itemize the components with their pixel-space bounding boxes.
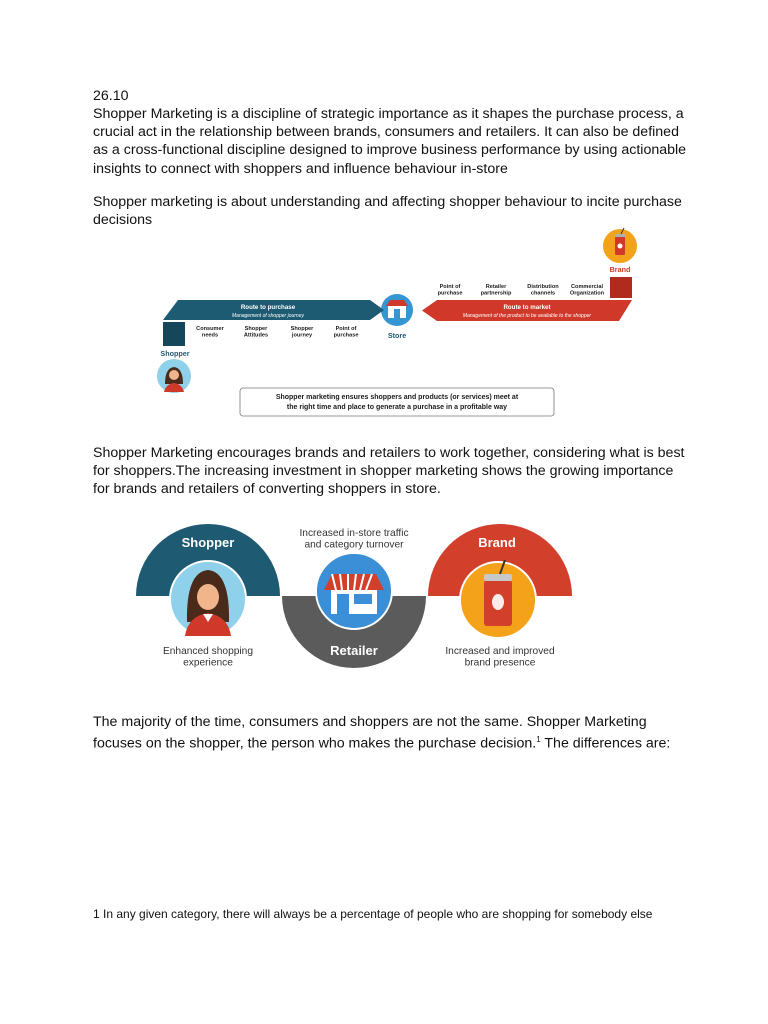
brand-caption: Increased and improved brand presence bbox=[445, 646, 555, 669]
brand-label: Brand bbox=[609, 265, 631, 274]
differences-paragraph bbox=[93, 713, 693, 753]
route-to-market-subtitle: Management of the product to be available to the shopper bbox=[462, 313, 592, 319]
route-to-purchase-subtitle: Management of shopper journey bbox=[232, 313, 304, 319]
shopper-retailer-brand-diagram bbox=[0, 510, 768, 680]
store-label: Store bbox=[387, 331, 407, 340]
brand-steps bbox=[438, 284, 605, 296]
footnote: 1 In any given category, there will always be a percentage of people who are shopping for somebody else bbox=[93, 907, 653, 921]
store-icon bbox=[381, 294, 413, 326]
date-heading: 26.10 bbox=[93, 88, 129, 104]
shopper-step-2: Shopper Attitudes bbox=[243, 326, 269, 339]
shopper-steps bbox=[196, 326, 358, 338]
shopper-step-3: Shopper journey bbox=[290, 326, 314, 339]
summary-line-1: Shopper marketing ensures shoppers and products (or services) meet at bbox=[275, 394, 519, 401]
shopper-avatar-icon bbox=[157, 359, 191, 393]
intro-paragraph: Shopper Marketing is a discipline of strategic importance as it shapes the purchase process, a crucial act in the relationship between brands, consumers and retailers. It can also be defined as a cross-functional discipline designed to improve business performance by using actionable insights to connect with shoppers and influence behaviour in-store bbox=[93, 106, 687, 177]
brand-can-icon bbox=[603, 228, 637, 263]
footnote-reference: 1 bbox=[536, 735, 541, 745]
route-to-market-title: Route to market bbox=[503, 304, 551, 311]
definition-paragraph: Shopper marketing is about understanding and affecting shopper behaviour to incite purchase decisions bbox=[93, 194, 682, 229]
route-to-purchase-title: Route to purchase bbox=[240, 304, 296, 311]
summary-box bbox=[240, 388, 554, 416]
retailer-title: Retailer bbox=[330, 643, 378, 658]
soda-can-icon bbox=[460, 560, 536, 638]
brand-title: Brand bbox=[478, 535, 516, 550]
brand-step-1: Point of purchase bbox=[437, 284, 463, 297]
differences-text: The majority of the time, consumers and shoppers are not the same. Shopper Marketing focuses on the shopper, the person who makes the purchase decision. bbox=[93, 714, 647, 752]
shopper-caption: Enhanced shopping experience bbox=[162, 646, 254, 669]
shopper-title: Shopper bbox=[181, 535, 235, 550]
shopper-step-4: Point of purchase bbox=[333, 326, 359, 339]
shopper-woman-icon bbox=[170, 561, 246, 637]
brand-step-2: Retailer partnership bbox=[480, 284, 512, 297]
shopper-step-1: Consumer needs bbox=[196, 326, 224, 339]
differences-tail: The differences are: bbox=[540, 735, 671, 752]
retailer-caption: Increased in-store traffic and category turnover bbox=[299, 528, 409, 551]
brand-step-3: Distribution channels bbox=[527, 284, 559, 297]
brand-step-4: Commercial Organization bbox=[569, 284, 605, 297]
summary-line-2: the right time and place to generate a purchase in a profitable way bbox=[286, 404, 508, 411]
shopper-label: Shopper bbox=[160, 349, 190, 358]
store-front-icon bbox=[316, 553, 392, 629]
collaboration-paragraph: Shopper Marketing encourages brands and retailers to work together, considering what is best for shoppers.The increasing investment in shopper marketing shows the growing importance for brands and retailers of converting shoppers in store. bbox=[93, 445, 685, 498]
route-to-purchase-diagram bbox=[0, 0, 768, 430]
